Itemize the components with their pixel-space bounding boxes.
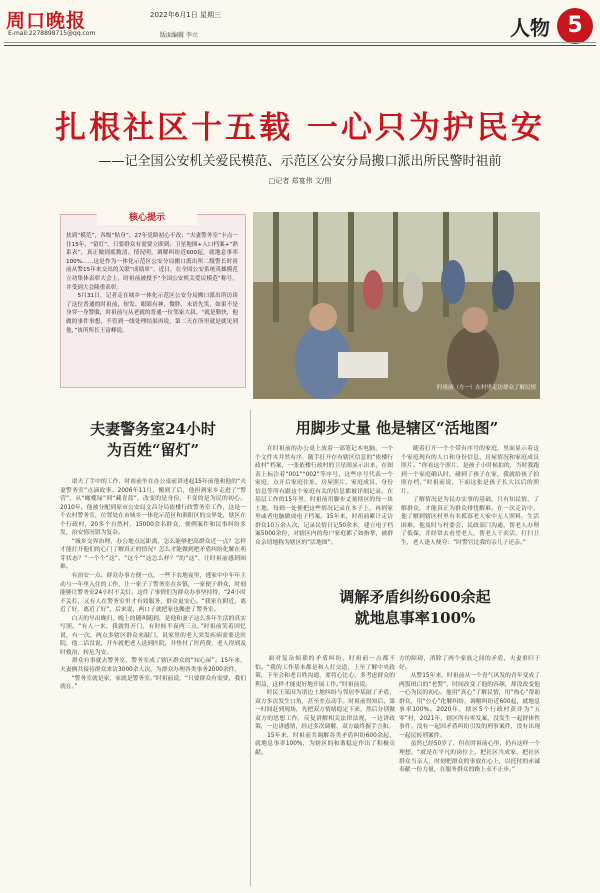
masthead-rule-accent (4, 45, 596, 46)
issue-date: 2022年6月1日 星期三 (150, 11, 221, 19)
masthead-rule (4, 42, 596, 43)
article-subhead: ——记全国公安机关爱民模范、示范区公安分局搬口派出所民警时祖前 (98, 154, 502, 169)
column-divider (250, 410, 251, 886)
section-body-2: 在时祖前的办公桌上放着一部笔记本电脑，一个个文件夹井然有序，随手打开存有辖区信息的“依楼行政村”档案，一张依楼行政村的卫星图显示出来，在图表上标注着“001”“002”等序号，这些序号代表一个家庭，点开后家庭住址、房屋照片、家庭成员、身份信息等所有跟这个家庭有关的信息都被详细记录。在基层工作的15年里，时祖前用脚步丈量辖区的每一块土地，每到一处便把这些情况记录在本子上，再到家里或者电脑做成电子档案。15年来，时祖前累计走访群众10万余人次，记录民情日记50余本，建立电子档案5000余份，对辖区内的每户家庭都了如指掌，被群众亲切地称为辖区的“活地图”。 随着打开一个个带有序号的家庭，里面显示着这个家庭现有的人口和身份信息、房屋情况和家庭成员照片。“你看这个照片，是孩子小时候拍的，当时我跑到一个家庭确认时，碰到了孩子在家，我就给孩子拍照存档。”时祖前说，下面这张是孩子长大以后的照片。 了解情况是为民办实事的基础，只有知民情、了解群众，才能真正为群众排忧解难。在一次走访中，他了解到辖区村里有名孤寡老人家中无人照料，生活困难，他及时与村委会、民政部门沟通，帮老人办理了低保，并经常去看望老人，帮老人干农活、打扫卫生，老人逢人便夸：“时警官比我的亲儿子还亲。” (255, 446, 539, 547)
section-body-4: 方的障碍，消除了两个家族之间的矛盾，夫妻重归于好。 从警15年来，时祖前从一个青气风发的青年变成了两鬓斑白的“老警”，时间改变了他的容颜，却没改变他一心为民的初心。他用“真心”了解民情，用“热心”帮助群众，用“公心”化解纠纷，调解纠纷近600起，就地息事率100%。2020年，辖区5个行政村获评为“五零”村，2021年，辖区所有零发案，没发生一起群体性事件。没有一起因矛盾纠纷引发的刑事案件，没有出现一起民转刑案件。 虽然已经50岁了，但在时祖前心里，仍有这样一个理想，“就是在平凡的岗位上，把社区当成家，把社区群众当亲人，时刻把群众的事放在心上，以托付的赤诚奉献一份力量，在服务群众的路上永不止步。” (399, 656, 540, 774)
section-body-3: 面对复杂烦琐的矛盾纠纷，时祖前一点都不怕。“我的工作基本都是和人打交道，上至了解中央政策，下至会和老百姓沟通，要将心比心、多考虑群众的利益，这样才能更好地开展工作。”时祖前说。 时民王某因为诸边土地纠纷与邻居李某闹了矛盾，双方多次发生口角，甚至差点动手。时祖前得知后，第一时间赶到现场，先把双方情绪稳定下来，然后分别做双方的思想工作，反复讲解相关法律法规，一边讲政策，一边讲感情，经过多次调解，双方最终握手言和。 15年来，时祖前共调解各类矛盾纠纷600余起，就地息事率100%，为辖区的和谐稳定作出了积极贡献。 (255, 656, 395, 757)
section-heading-1 (58, 419, 248, 461)
article-headline: 扎根社区十五载 一心只为护民安 (55, 110, 545, 146)
summary-text: 扶到“模范”，各级“贴身”。27年党龄初心不改；“夫妻警务室”卡点一住15年，“留灯”。只要群众有需要立即到；卫星地图+人口档案+“熟系表”，真正做到底数清、情况明，调解纠纷近600起，就地息事率100%……这是作为一体化示范区公安分局搬口派出所二级警长时祖前从警15年来交出的关联“成绩单”。近日，在全国公安系统英雄模范立功集体表彰大会上，时祖前被授予“全国公安机关爱民模范”称号，并受到大会隆重表彰。 5月31日，记者走在城乡一体化示范区公安分局搬口派出所访谈了这位普通的时祖前，短发、眼睛有神，微胖，未语先笑，如果不是身穿一身警服，时祖前与从老就的普通一位邻家大叔。“就是勤快，他做的事件事想，不管到一线处理结果再说，第二天在所里就是就见到他，”该所所长王富峰说。 (66, 233, 238, 334)
section-heading-2 (252, 418, 542, 439)
masthead-email: E-mail:2278898715@qq.com (8, 30, 96, 37)
summary-title: 核心提示 (97, 211, 197, 225)
section-body-1: 诺夫了手中的工作，时祖前坐在办公桌前讲述起15年前他和他的“夫妻警务室”点滴故事。2006年11月，搬到了后，他担到家乡走进了“警营”，从“橄榄绿”到“藏青蓝”，改变的是身份，不变的是为民的初心。2010年，他被分配到原市公安局文昌分局依楼行政警务室工作，这是一个农村警务室，位置处在市城乡一体化示范区和淮阳区的交界处，辖区在个行政村，20多个自然村，15000余名群众，便例案件和民事纠纷多发，治安情况错为复杂。 “城乡交界治理，办公地点远距离，怎么能够把高群众近一点？怎样才能打开他们的心门了解真正的情况？怎么才能做到把矛盾纠纷化解在萌芽状态？”一个个“这”、“这个”“这怎么样？”的“这”，让时祖前感到困难。 有治安一点。群众办事方便一点，一些下农地夜里，逃家中中年年主动与一年里入住的工作，让一家子了警务室在乡镇，一家便于群众，时刻能够让警务室24小时不关灯。这件了事情们为群众办事坚持得，“24小时不关灯，又有人在警务室里才有效服务，群众更安心。“我家在附近，离近了好，离近了好”，后来说，两口子就把家也搬进了警务室。 白天的早出晚归，晚上的随叫随到，是他和妻子这么多年生活的真实写照。“有人一来，我就得开门，有时候半夜两三点。”时祖前笑着回忆说，有一次，两点多辖区群众来敲门，说家里的老人突发疾病需要送医院，他二话没说，开车就把老人送到医院，并垫付了医药费，老人得到及时救治，转危为安。 群众有事就去警务室，警务室成了辖区群众的“知心屋”。15年来，夫妻俩共接待群众来访3000余人次，为群众办理各类事务2000余件。 “警务室就是家，家就是警务室。”时祖前说，“只要群众有需要，我们就在。” (60, 479, 246, 691)
news-photo (253, 212, 540, 399)
section-heading-1-line2: 为百姓“留灯” (106, 441, 200, 459)
article-byline: □记者 郑宴伟 文/图 (268, 177, 332, 185)
section-heading-1-line1: 夫妻警务室24小时 (90, 420, 216, 438)
page-editor: 版面编辑 李立 (160, 32, 198, 39)
newspaper-logo: 周口晚报 (6, 10, 87, 32)
photo-caption: 时祖前（左一）在村里走访群众了解民情 (436, 385, 536, 391)
section-heading-3-line1: 调解矛盾纠纷600余起 (339, 588, 491, 606)
section-heading-2-line1: 用脚步丈量 他是辖区“活地图” (295, 419, 499, 437)
page-number-badge: 5 (557, 8, 593, 44)
section-heading-3 (320, 587, 510, 629)
section-heading-3-line2: 就地息事率100% (354, 609, 476, 627)
section-name: 人物 (510, 16, 550, 40)
